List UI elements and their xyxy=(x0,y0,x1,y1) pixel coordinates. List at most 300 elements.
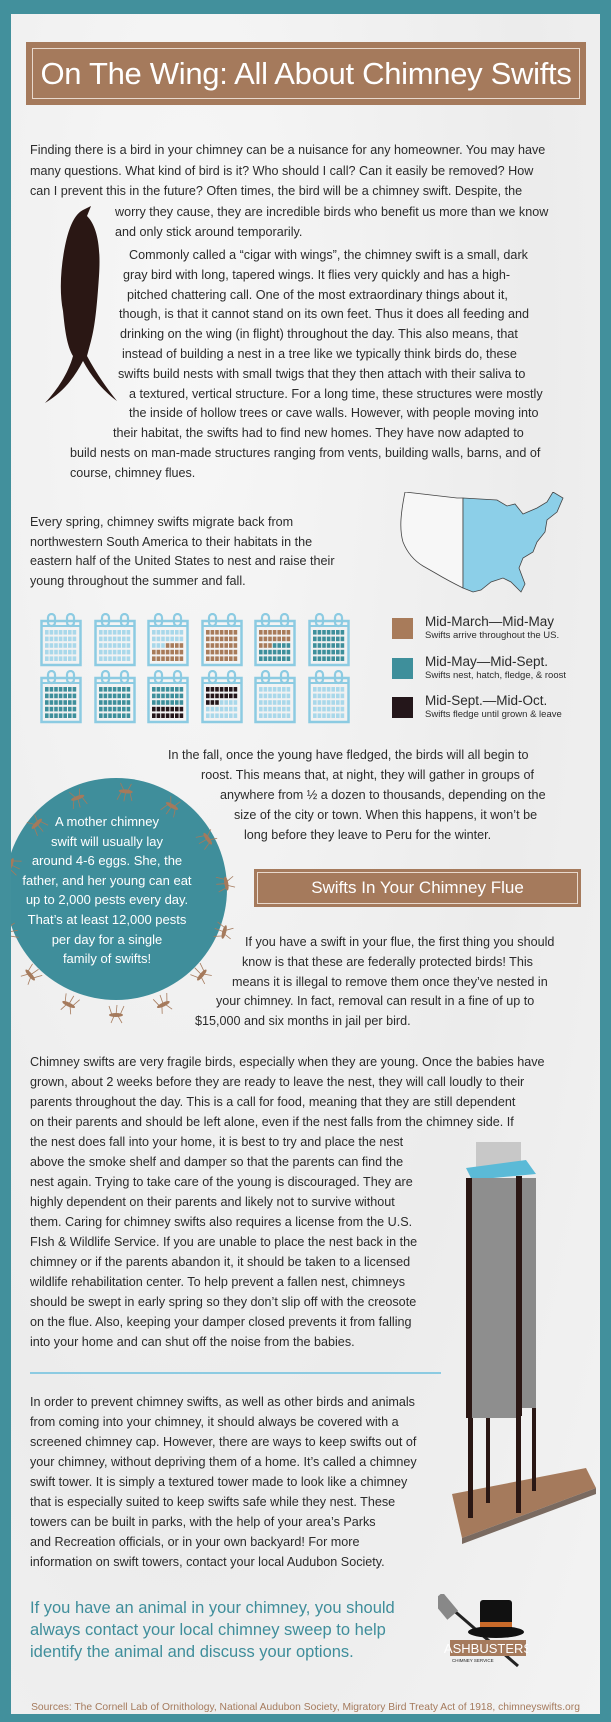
legend-swatch xyxy=(392,697,413,718)
calendar-cell-light xyxy=(104,630,108,635)
text-line: screened chimney cap. However, there are ways to keep swifts out of xyxy=(30,1435,417,1449)
calendar-month-icon xyxy=(94,670,136,724)
calendar-cell-light xyxy=(104,643,108,648)
calendar-cell-brown xyxy=(287,637,291,642)
calendar-cell-brown xyxy=(166,650,170,655)
calendar-cell-teal xyxy=(341,637,345,642)
text-line: In order to prevent chimney swifts, as well as other birds and animals xyxy=(30,1395,415,1409)
calendar-cell-dark xyxy=(234,694,238,699)
calendar-cell-brown xyxy=(166,643,170,648)
calendar-cell-light xyxy=(211,713,215,718)
calendar-cell-light xyxy=(229,713,233,718)
calendar-cell-teal xyxy=(336,643,340,648)
legend-swatch xyxy=(392,618,413,639)
calendar-cell-brown xyxy=(224,656,228,661)
calendar-cell-brown xyxy=(234,656,238,661)
calendar-cell-brown xyxy=(161,656,165,661)
calendar-cell-brown xyxy=(161,650,165,655)
us-map-icon xyxy=(397,492,569,594)
calendar-cell-teal xyxy=(104,687,108,692)
calendar-cell-brown xyxy=(215,637,219,642)
calendar-cell-light xyxy=(54,650,58,655)
calendar-cell-brown xyxy=(220,656,224,661)
calendar-cell-teal xyxy=(59,687,63,692)
cta-line: always contact your local chimney sweep to help xyxy=(30,1621,386,1639)
calendar-cell-light xyxy=(313,694,317,699)
calendar-cell-teal xyxy=(157,687,161,692)
calendar-cell-brown xyxy=(180,643,184,648)
chimney-swift-tower-icon xyxy=(416,1138,600,1558)
text-line: $15,000 and six months in jail per bird. xyxy=(195,1014,411,1029)
calendar-cell-teal xyxy=(113,687,117,692)
legend-title: Mid-March—Mid-May xyxy=(425,614,555,629)
calendar-cell-light xyxy=(341,713,345,718)
calendar-cell-teal xyxy=(117,707,121,712)
calendar-cell-light xyxy=(45,637,49,642)
calendar-cell-dark xyxy=(157,713,161,718)
text-line: In the fall, once the young have fledged, the birds will all begin to xyxy=(168,748,529,762)
calendar-cell-teal xyxy=(287,643,291,648)
text-line: course, chimney flues. xyxy=(70,465,196,480)
calendar-cell-teal xyxy=(327,630,331,635)
calendar-cell-dark xyxy=(161,707,165,712)
calendar-cell-teal xyxy=(113,713,117,718)
text-line: grown, about 2 weeks before they are ready to leave the nest, they will call loudly to their xyxy=(30,1075,525,1089)
calendar-cell-teal xyxy=(54,713,58,718)
calendar-cell-dark xyxy=(206,700,210,705)
calendar-cell-brown xyxy=(215,650,219,655)
calendar-cell-teal xyxy=(161,687,165,692)
calendar-cell-light xyxy=(331,707,335,712)
calendar-cell-brown xyxy=(220,630,224,635)
pest-fact-line: That’s at least 12,000 pests xyxy=(27,912,187,927)
calendar-cell-light xyxy=(322,687,326,692)
text-line: means it is illegal to remove them once they’ve nested in xyxy=(232,974,548,989)
calendar-cell-light xyxy=(234,707,238,712)
calendar-cell-light xyxy=(268,694,272,699)
text-line: swift tower. It is simply a textured tower made to look like a chimney xyxy=(30,1475,408,1489)
text-line: young throughout the summer and fall. xyxy=(30,573,246,588)
calendar-cell-brown xyxy=(234,643,238,648)
calendar-cell-teal xyxy=(152,687,156,692)
calendar-cell-light xyxy=(45,630,49,635)
calendar-cell-teal xyxy=(108,687,112,692)
legend-subtitle: Swifts nest, hatch, fledge, & roost xyxy=(425,670,566,681)
calendar-cell-teal xyxy=(336,637,340,642)
calendar-cell-teal xyxy=(313,650,317,655)
calendar-cell-teal xyxy=(117,687,121,692)
calendar-cell-light xyxy=(113,650,117,655)
calendar-cell-light xyxy=(108,656,112,661)
calendar-cell-teal xyxy=(157,700,161,705)
text-line: long before they leave to Peru for the winter. xyxy=(244,828,492,842)
calendar-cell-light xyxy=(73,656,77,661)
calendar-cell-light xyxy=(157,630,161,635)
text-line: worry they cause, they are incredible birds who benefit us more than we know xyxy=(115,204,549,219)
text-line: into your home and can shut off the noise from the babies. xyxy=(30,1335,355,1349)
calendar-cell-light xyxy=(73,637,77,642)
calendar-cell-light xyxy=(99,656,103,661)
cta-line: If you have an animal in your chimney, you should xyxy=(30,1599,395,1617)
calendar-cell-light xyxy=(54,637,58,642)
calendar-cell-light xyxy=(59,643,63,648)
calendar-cell-teal xyxy=(175,700,179,705)
calendar-cell-light xyxy=(175,630,179,635)
calendar-cell-teal xyxy=(282,650,286,655)
calendar-cell-teal xyxy=(313,656,317,661)
pest-fact-line: family of swifts! xyxy=(62,951,152,967)
calendar-cell-light xyxy=(259,700,263,705)
calendar-cell-teal xyxy=(117,700,121,705)
section-title: Swifts In Your Chimney Flue xyxy=(257,872,578,904)
calendar-cell-teal xyxy=(341,643,345,648)
calendar-cell-teal xyxy=(327,637,331,642)
calendar-cell-teal xyxy=(127,700,131,705)
calendar-cell-light xyxy=(277,707,281,712)
calendar-cell-light xyxy=(327,687,331,692)
text-line: that is especially suited to keep swifts safe while they nest. These xyxy=(30,1495,396,1509)
calendar-cell-light xyxy=(313,687,317,692)
calendar-cell-brown xyxy=(220,650,224,655)
calendar-cell-light xyxy=(229,700,233,705)
calendar-cell-teal xyxy=(277,650,281,655)
calendar-cell-light xyxy=(117,656,121,661)
text-line: FIsh & Wildlife Service. If you are unable to place the nest back in the xyxy=(30,1235,418,1249)
calendar-cell-teal xyxy=(104,694,108,699)
calendar-cell-light xyxy=(229,707,233,712)
calendar-cell-teal xyxy=(327,650,331,655)
calendar-cell-teal xyxy=(99,707,103,712)
calendar-cell-brown xyxy=(229,643,233,648)
calendar-cell-teal xyxy=(54,694,58,699)
calendar-cell-teal xyxy=(54,707,58,712)
calendar-cell-teal xyxy=(63,687,67,692)
calendar-cell-light xyxy=(175,637,179,642)
calendar-cell-teal xyxy=(99,687,103,692)
calendar-cell-light xyxy=(341,707,345,712)
calendar-cell-teal xyxy=(152,700,156,705)
calendar-cell-light xyxy=(54,643,58,648)
pest-fact-line: father, and her young can eat xyxy=(22,872,192,888)
calendar-cell-light xyxy=(59,630,63,635)
calendar-cell-light xyxy=(113,656,117,661)
calendar-cell-light xyxy=(122,630,126,635)
calendar-cell-brown xyxy=(229,637,233,642)
calendar-cell-teal xyxy=(327,656,331,661)
calendar-cell-light xyxy=(211,707,215,712)
calendar-cell-brown xyxy=(211,650,215,655)
calendar-cell-light xyxy=(117,630,121,635)
calendar-cell-teal xyxy=(73,713,77,718)
calendar-cell-teal xyxy=(322,630,326,635)
calendar-cell-light xyxy=(63,650,67,655)
calendar-cell-teal xyxy=(45,713,49,718)
calendar-cell-light xyxy=(327,707,331,712)
infographic-panel xyxy=(11,14,600,1714)
text-line: know is that these are federally protected birds! This xyxy=(242,954,533,969)
calendar-cell-light xyxy=(336,700,340,705)
calendar-cell-teal xyxy=(73,700,77,705)
calendar-cell-light xyxy=(215,713,219,718)
calendar-cell-light xyxy=(161,630,165,635)
calendar-cell-brown xyxy=(224,637,228,642)
calendar-cell-light xyxy=(313,713,317,718)
calendar-cell-teal xyxy=(127,687,131,692)
calendar-cell-light xyxy=(63,637,67,642)
calendar-cell-light xyxy=(117,643,121,648)
calendar-cell-light xyxy=(273,694,277,699)
legend-subtitle: Swifts fledge until grown & leave xyxy=(425,709,562,720)
calendar-cell-light xyxy=(287,694,291,699)
calendar-cell-teal xyxy=(127,694,131,699)
calendar-cell-light xyxy=(127,630,131,635)
calendar-cell-teal xyxy=(318,637,322,642)
calendar-cell-teal xyxy=(108,713,112,718)
calendar-cell-brown xyxy=(220,643,224,648)
calendar-cell-light xyxy=(268,687,272,692)
calendar-cell-teal xyxy=(73,707,77,712)
calendar-cell-brown xyxy=(152,656,156,661)
calendar-cell-light xyxy=(234,713,238,718)
calendar-cell-light xyxy=(206,707,210,712)
calendar-cell-light xyxy=(161,643,165,648)
calendar-cell-light xyxy=(152,630,156,635)
legend-subtitle: Swifts arrive throughout the US. xyxy=(425,630,560,641)
calendar-cell-teal xyxy=(63,707,67,712)
calendar-cell-teal xyxy=(50,687,54,692)
calendar-cell-brown xyxy=(211,643,215,648)
calendar-cell-teal xyxy=(113,700,117,705)
calendar-cell-brown xyxy=(234,637,238,642)
text-line: the inside of hollow trees or cave walls. However, with people moving into xyxy=(129,406,539,421)
calendar-cell-light xyxy=(59,650,63,655)
text-line: instead of building a nest in a tree like we typically think birds do, these xyxy=(122,347,517,361)
calendar-cell-light xyxy=(73,650,77,655)
calendar-cell-brown xyxy=(259,637,263,642)
calendar-cell-light xyxy=(161,637,165,642)
calendar-cell-teal xyxy=(117,713,121,718)
calendar-cell-light xyxy=(50,637,54,642)
text-line: from coming into your chimney, it should always be covered with a xyxy=(30,1415,399,1429)
section-divider xyxy=(30,1372,441,1374)
calendar-cell-teal xyxy=(122,687,126,692)
calendar-cell-teal xyxy=(331,637,335,642)
pest-fact-line: around 4-6 eggs. She, the xyxy=(31,853,183,869)
calendar-cell-light xyxy=(104,650,108,655)
calendar-cell-light xyxy=(273,713,277,718)
text-line: and only stick around temporarily. xyxy=(115,225,303,239)
calendar-cell-teal xyxy=(63,713,67,718)
calendar-cell-light xyxy=(68,643,72,648)
calendar-cell-light xyxy=(104,637,108,642)
calendar-cell-dark xyxy=(170,713,174,718)
calendar-cell-light xyxy=(99,630,103,635)
calendar-cell-teal xyxy=(68,694,72,699)
calendar-cell-light xyxy=(224,713,228,718)
calendar-cell-teal xyxy=(45,707,49,712)
calendar-cell-teal xyxy=(68,700,72,705)
calendar-cell-light xyxy=(215,707,219,712)
calendar-cell-light xyxy=(273,687,277,692)
calendar-cell-light xyxy=(341,694,345,699)
calendar-cell-teal xyxy=(166,694,170,699)
calendar-cell-light xyxy=(318,707,322,712)
calendar-cell-light xyxy=(54,656,58,661)
calendar-cell-light xyxy=(322,707,326,712)
calendar-cell-teal xyxy=(180,694,184,699)
text-line: size of the city or town. When this happens, it won’t be xyxy=(234,808,538,822)
calendar-cell-teal xyxy=(341,630,345,635)
mosquito-icon xyxy=(153,992,174,1015)
calendar-cell-brown xyxy=(211,637,215,642)
calendar-cell-light xyxy=(331,687,335,692)
chimney-sweep-hat-brush-icon xyxy=(438,1594,528,1668)
calendar-cell-dark xyxy=(180,713,184,718)
calendar-cell-teal xyxy=(127,713,131,718)
calendar-cell-light xyxy=(59,656,63,661)
calendar-cell-teal xyxy=(152,694,156,699)
calendar-month-icon xyxy=(94,613,136,667)
calendar-cell-dark xyxy=(215,694,219,699)
calendar-cell-light xyxy=(259,713,263,718)
calendar-cell-brown xyxy=(264,630,268,635)
pest-fact-line: A mother chimney xyxy=(54,814,160,829)
text-line: Finding there is a bird in your chimney can be a nuisance for any homeowner. You may have xyxy=(30,143,546,157)
calendar-cell-brown xyxy=(234,650,238,655)
calendar-cell-light xyxy=(220,713,224,718)
calendar-cell-light xyxy=(268,700,272,705)
text-line: Chimney swifts are very fragile birds, especially when they are young. Once the babies have xyxy=(30,1055,545,1069)
calendar-cell-teal xyxy=(180,700,184,705)
calendar-cell-light xyxy=(287,687,291,692)
text-line: drinking on the wing (in flight) throughout the day. This also means, that xyxy=(120,327,518,342)
calendar-cell-light xyxy=(170,630,174,635)
calendar-cell-teal xyxy=(45,700,49,705)
calendar-cell-light xyxy=(63,643,67,648)
calendar-cell-teal xyxy=(259,650,263,655)
calendar-cell-teal xyxy=(122,713,126,718)
text-line: their habitat, the swifts had to find new homes. They have now adapted to xyxy=(113,426,524,441)
calendar-cell-dark xyxy=(166,713,170,718)
calendar-cell-light xyxy=(180,630,184,635)
calendar-cell-teal xyxy=(50,707,54,712)
calendar-cell-dark xyxy=(229,694,233,699)
calendar-cell-brown xyxy=(215,643,219,648)
calendar-cell-light xyxy=(45,643,49,648)
calendar-cell-light xyxy=(322,713,326,718)
calendar-cell-teal xyxy=(50,713,54,718)
calendar-cell-light xyxy=(127,650,131,655)
calendar-cell-brown xyxy=(220,637,224,642)
calendar-cell-dark xyxy=(166,707,170,712)
calendar-cell-light xyxy=(264,713,268,718)
calendar-cell-light xyxy=(277,694,281,699)
calendar-cell-teal xyxy=(166,700,170,705)
calendar-cell-teal xyxy=(264,650,268,655)
calendar-cell-brown xyxy=(180,650,184,655)
text-line: on the flue. Also, keeping your damper closed prevents it from falling xyxy=(30,1315,412,1329)
calendar-month-icon xyxy=(201,670,243,724)
calendar-month-icon xyxy=(40,613,82,667)
calendar-cell-light xyxy=(152,643,156,648)
text-line: many questions. What kind of bird is it? Who should I call? Can it easily be removed? How xyxy=(30,163,534,178)
calendar-cell-brown xyxy=(175,643,179,648)
calendar-cell-teal xyxy=(117,694,121,699)
calendar-cell-light xyxy=(331,694,335,699)
text-line: on their parents and should be left alone, even if the nest falls from the chimney side. If xyxy=(30,1115,514,1129)
calendar-cell-teal xyxy=(108,707,112,712)
calendar-cell-teal xyxy=(322,656,326,661)
mosquito-icon xyxy=(109,1005,124,1023)
calendar-cell-teal xyxy=(73,687,77,692)
calendar-cell-teal xyxy=(175,694,179,699)
calendar-cell-teal xyxy=(45,687,49,692)
calendar-cell-light xyxy=(122,637,126,642)
calendar-cell-brown xyxy=(211,656,215,661)
calendar-cell-dark xyxy=(157,707,161,712)
calendar-cell-brown xyxy=(264,643,268,648)
calendar-cell-light xyxy=(277,687,281,692)
calendar-cell-brown xyxy=(157,650,161,655)
calendar-cell-light xyxy=(127,656,131,661)
calendar-cell-brown xyxy=(229,650,233,655)
calendar-month-icon xyxy=(201,613,243,667)
text-line: parents throughout the day. This is a call for food, meaning that they are still dependent xyxy=(30,1095,516,1109)
text-line: them. Caring for chimney swifts also requires a license from the U.S. xyxy=(30,1215,413,1229)
sources-footer: Sources: The Cornell Lab of Ornithology, National Audubon Society, Migratory Bird Treaty Act of 1918, chimneyswifts.org xyxy=(31,1702,580,1713)
calendar-cell-light xyxy=(54,630,58,635)
calendar-cell-dark xyxy=(220,687,224,692)
calendar-cell-brown xyxy=(152,650,156,655)
calendar-cell-light xyxy=(220,700,224,705)
calendar-cell-teal xyxy=(50,694,54,699)
calendar-cell-brown xyxy=(170,643,174,648)
calendar-cell-light xyxy=(108,637,112,642)
section-banner xyxy=(254,869,581,907)
calendar-cell-light xyxy=(313,700,317,705)
pest-fact-line: swift will usually lay xyxy=(51,833,163,849)
calendar-cell-light xyxy=(282,694,286,699)
calendar-cell-brown xyxy=(282,637,286,642)
text-line: your chimney. In fact, removal can result in a fine of up to xyxy=(216,994,535,1009)
calendar-cell-light xyxy=(68,630,72,635)
calendar-cell-teal xyxy=(170,694,174,699)
calendar-cell-brown xyxy=(206,643,210,648)
calendar-cell-light xyxy=(287,713,291,718)
calendar-cell-brown xyxy=(229,630,233,635)
ashbusters-logo xyxy=(438,1594,528,1668)
text-line: can I prevent this in the future? Often times, the bird will be a chimney swift. Despite, the xyxy=(30,184,523,198)
calendar-cell-light xyxy=(166,637,170,642)
calendar-cell-light xyxy=(99,650,103,655)
calendar-cell-teal xyxy=(108,694,112,699)
calendar-cell-light xyxy=(282,700,286,705)
calendar-cell-dark xyxy=(220,694,224,699)
calendar-cell-dark xyxy=(152,713,156,718)
calendar-cell-teal xyxy=(327,643,331,648)
calendar-cell-light xyxy=(63,630,67,635)
text-line: and Recreation officials, or in your own backyard! For more xyxy=(30,1535,360,1549)
calendar-cell-dark xyxy=(161,713,165,718)
calendar-cell-light xyxy=(113,630,117,635)
calendar-cell-light xyxy=(259,687,263,692)
calendar-cell-light xyxy=(259,694,263,699)
calendar-cell-teal xyxy=(104,707,108,712)
calendar-cell-teal xyxy=(282,656,286,661)
calendar-cell-brown xyxy=(215,656,219,661)
calendar-cell-teal xyxy=(59,700,63,705)
calendar-cell-teal xyxy=(63,694,67,699)
